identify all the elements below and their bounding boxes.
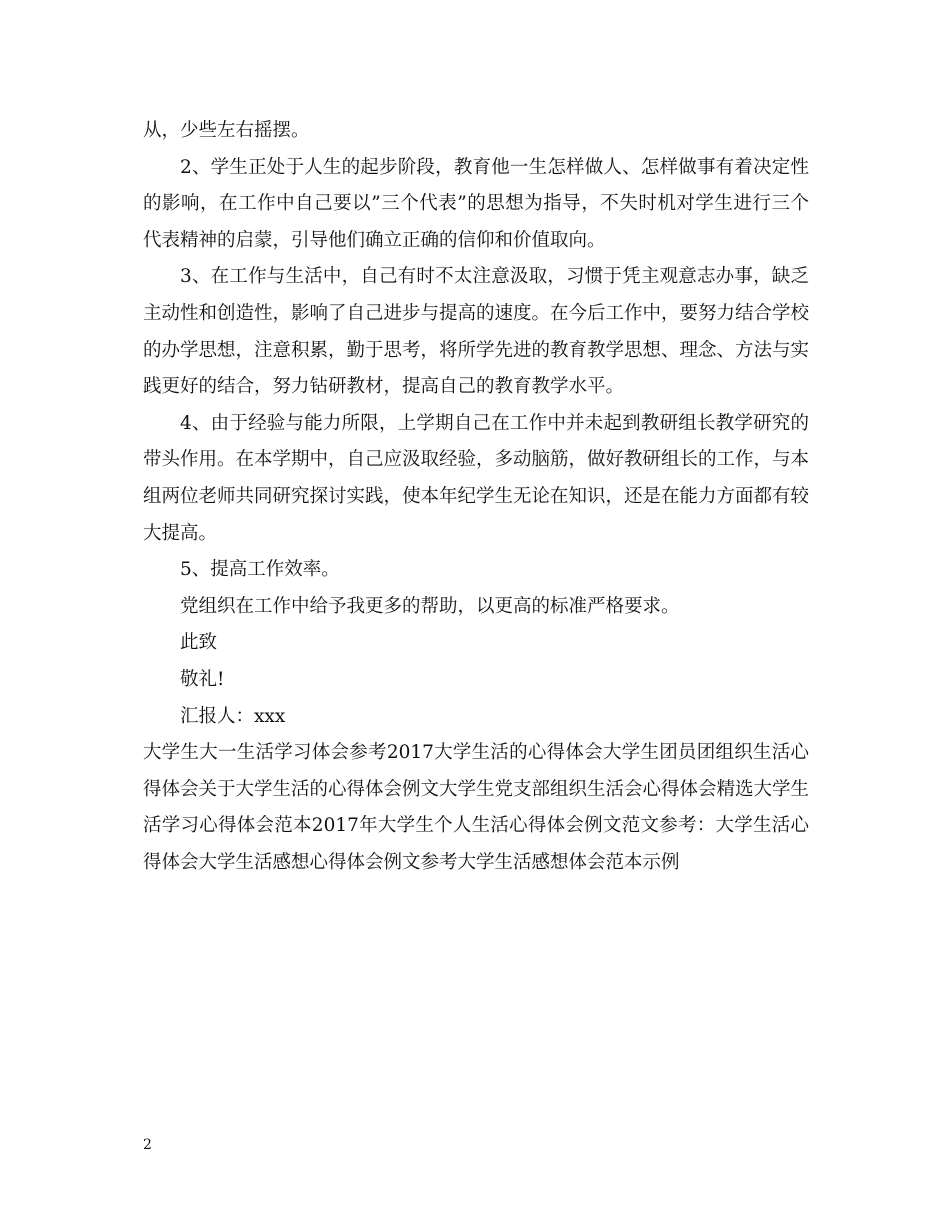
paragraph-item-2: 2、学生正处于人生的起步阶段，教育他一生怎样做人、怎样做事有着决定性的影响，在工作中自己要以”三个代表”的思想为指导，不失时机对学生进行三个代表精神的启蒙，引导他们确立正确的信仰和价值取向。 — [143, 156, 809, 251]
related-articles-text: 大学生大一生活学习体会参考2017大学生活的心得体会大学生团员团组织生活心得体会关于大学生活的心得体会例文大学生党支部组织生活会心得体会精选大学生活学习心得体会范本2017年大学生个人生活心得体会例文范文参考：大学生活心得体会大学生活感想心得体会例文参考大学生活感想体会范本示例 — [143, 742, 810, 873]
closing-salutation: 此致 — [180, 632, 218, 654]
paragraph-item-4: 4、由于经验与能力所限，上学期自己在工作中并未起到教研组长教学研究的带头作用。在本学期中，自己应汲取经验，多动脑筋，做好教研组长的工作，与本组两位老师共同研究探讨实践，使本年纪学生无论在知识，还是在能力方面都有较大提高。 — [143, 412, 810, 544]
reporter-signature: 汇报人：xxx — [180, 705, 286, 727]
paragraph-item-5: 5、提高工作效率。 — [180, 559, 340, 581]
closing-regards: 敬礼! — [180, 668, 225, 690]
document-body — [143, 113, 809, 881]
paragraph-continuation: 从，少些左右摇摆。 — [143, 120, 310, 141]
page-number: 2 — [143, 1137, 152, 1153]
paragraph-item-3: 3、在工作与生活中，自己有时不太注意汲取，习惯于凭主观意志办事，缺乏主动性和创造性，影响了自己进步与提高的速度。在今后工作中，要努力结合学校的办学思想，注意积累，勤于思考，将所学先进的教育教学思想、理念、方法与实践更好的结合，努力钻研教材，提高自己的教育教学水平。 — [143, 266, 810, 398]
paragraph-party-request: 党组织在工作中给予我更多的帮助，以更高的标准严格要求。 — [180, 595, 680, 617]
